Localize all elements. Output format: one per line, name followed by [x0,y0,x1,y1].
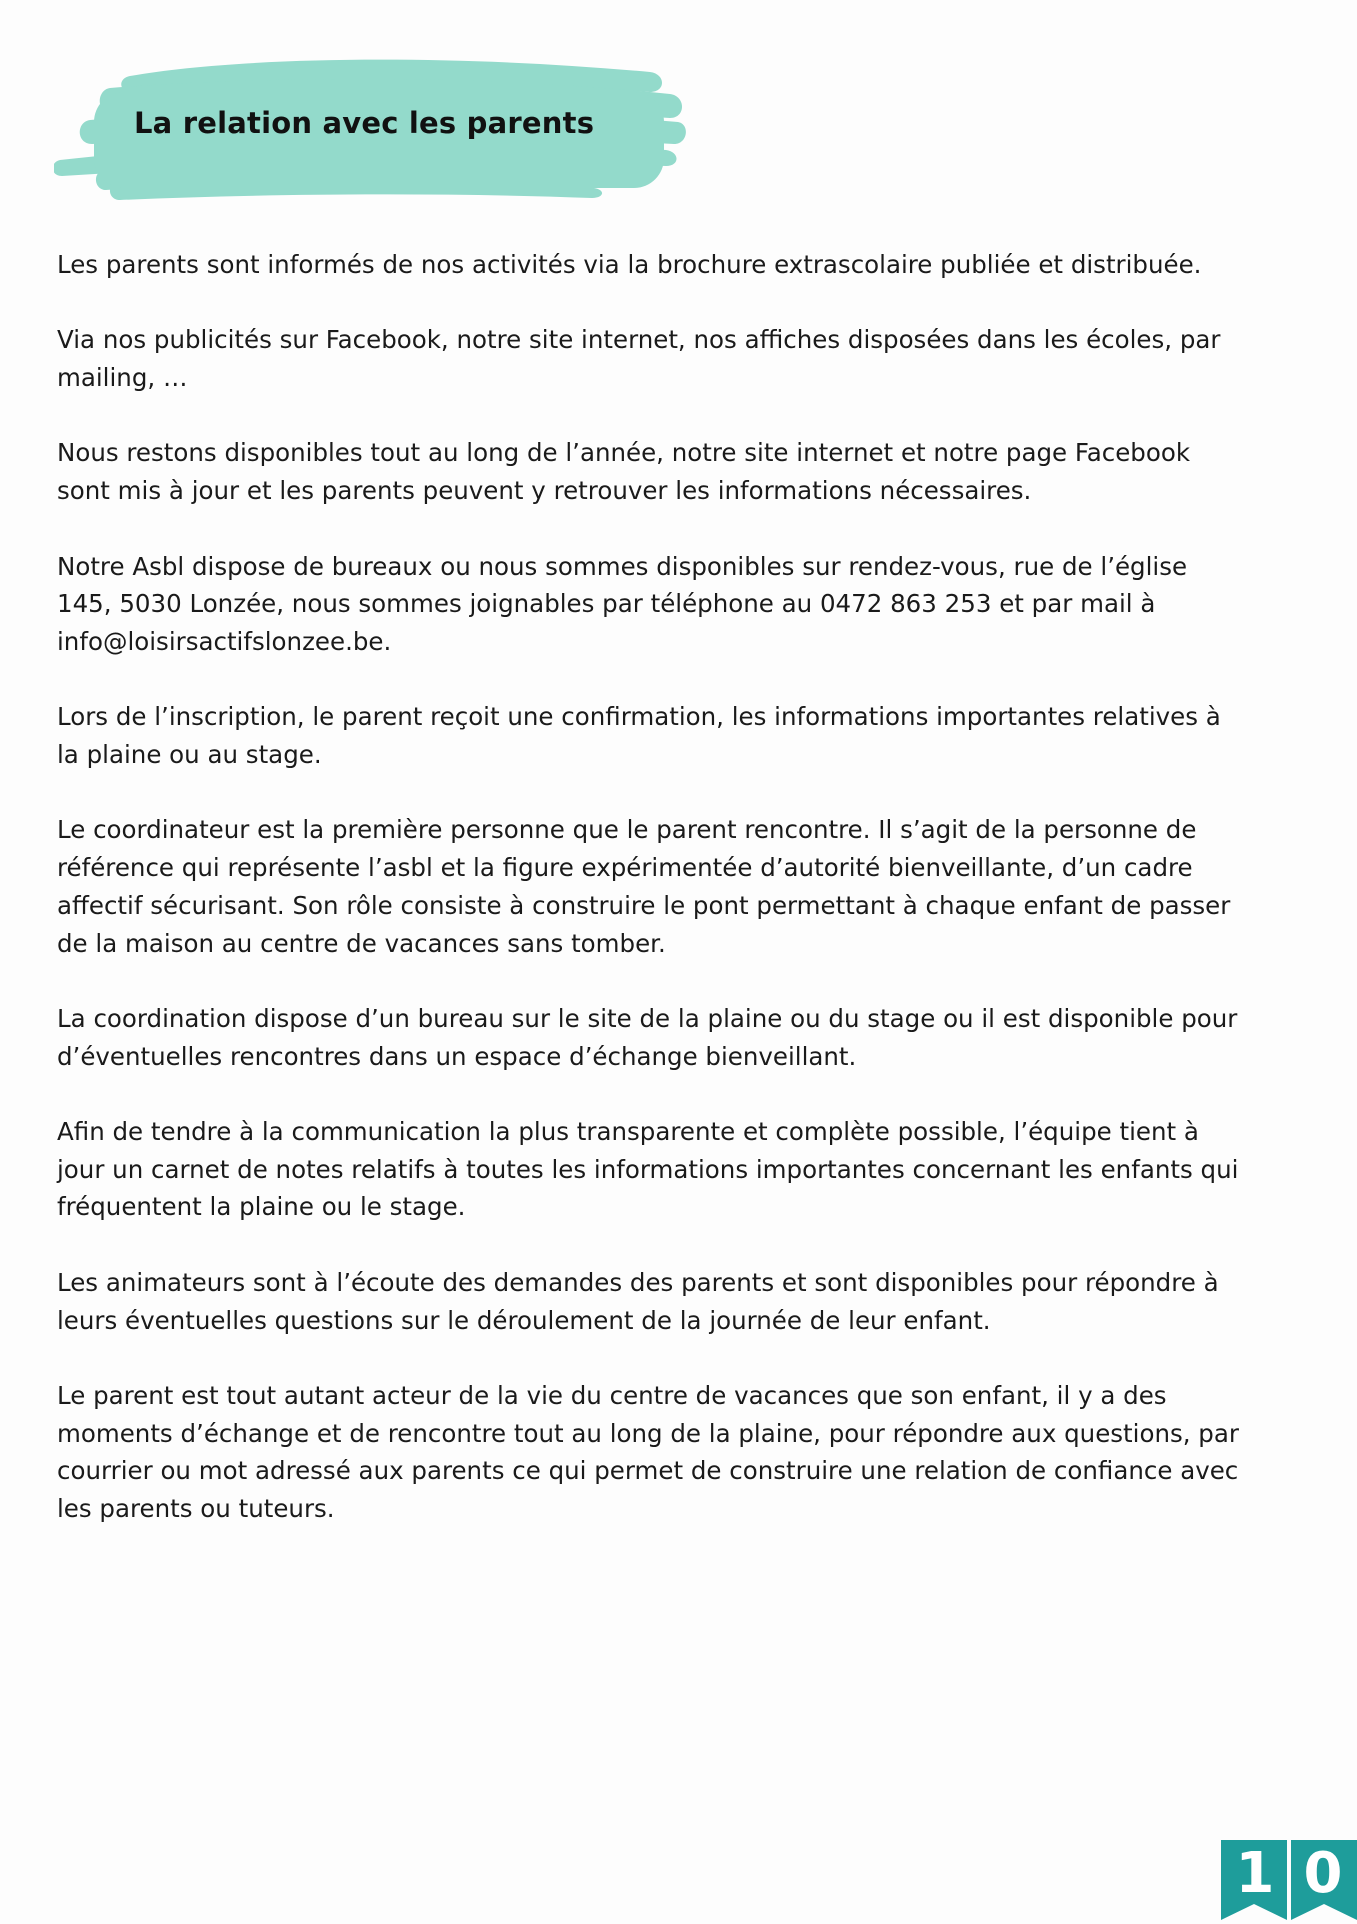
page-number-digit: 1 [1235,1841,1275,1906]
paragraph-publicity: Via nos publicités sur Facebook, notre site internet, nos affiches disposées dans les écoles, par mailing, … [57,325,1221,393]
paragraph-coordinator: Le coordinateur est la première personne que le parent rencontre. Il s’agit de la personne de référence qui représente l’asbl et la figure expérimentée d’autorité bienveillante, d’un cadre affectif sécurisant. Son rôle consiste à construire le pont permettant à chaque enfant de passer de la maison au centre de vacances sans tomber. [57,815,1231,958]
paragraph-parent-role: Le parent est tout autant acteur de la vie du centre de vacances que son enfant, il y a des moments d’échange et de rencontre tout au long de la plaine, pour répondre aux questions, par courrier ou mot adressé aux parents ce qui permet de construire une relation de confiance avec les parents ou tuteurs. [57,1380,1239,1524]
paragraph-registration: Lors de l’inscription, le parent reçoit une confirmation, les informations importantes relatives à la plaine ou au stage. [57,702,1221,770]
paragraph-contact: Notre Asbl dispose de bureaux ou nous sommes disponibles sur rendez-vous, rue de l’église 145, 5030 Lonzée, nous sommes joignables par téléphone au 0472 863 253 et par mail à info@loisirsactifslonzee.be. [57,551,1188,656]
page-number-badge [1221,1840,1357,1920]
body-text [57,246,1247,1565]
paragraph-availability: Nous restons disponibles tout au long de l’année, notre site internet et notre page Facebook sont mis à jour et les parents peuvent y retrouver les informations nécessaires. [57,438,1191,506]
paragraph-animators: Les animateurs sont à l’écoute des demandes des parents et sont disponibles pour répondre à leurs éventuelles questions sur le déroulement de la journée de leur enfant. [57,1267,1219,1335]
paragraph-coordination-office: La coordination dispose d’un bureau sur le site de la plaine ou du stage ou il est disponible pour d’éventuelles rencontres dans un espace d’échange bienveillant. [57,1003,1238,1071]
page-title: La relation avec les parents [134,106,595,140]
page-number-digit: 0 [1303,1841,1343,1906]
paragraph-brochure: Les parents sont informés de nos activités via la brochure extrascolaire publiée et distribuée. [57,250,1202,279]
paragraph-communication: Afin de tendre à la communication la plus transparente et complète possible, l’équipe tient à jour un carnet de notes relatifs à toutes les informations importantes concernant les enfants qui fréquentent la plaine ou le stage. [57,1117,1239,1222]
heading-highlight [54,52,686,202]
